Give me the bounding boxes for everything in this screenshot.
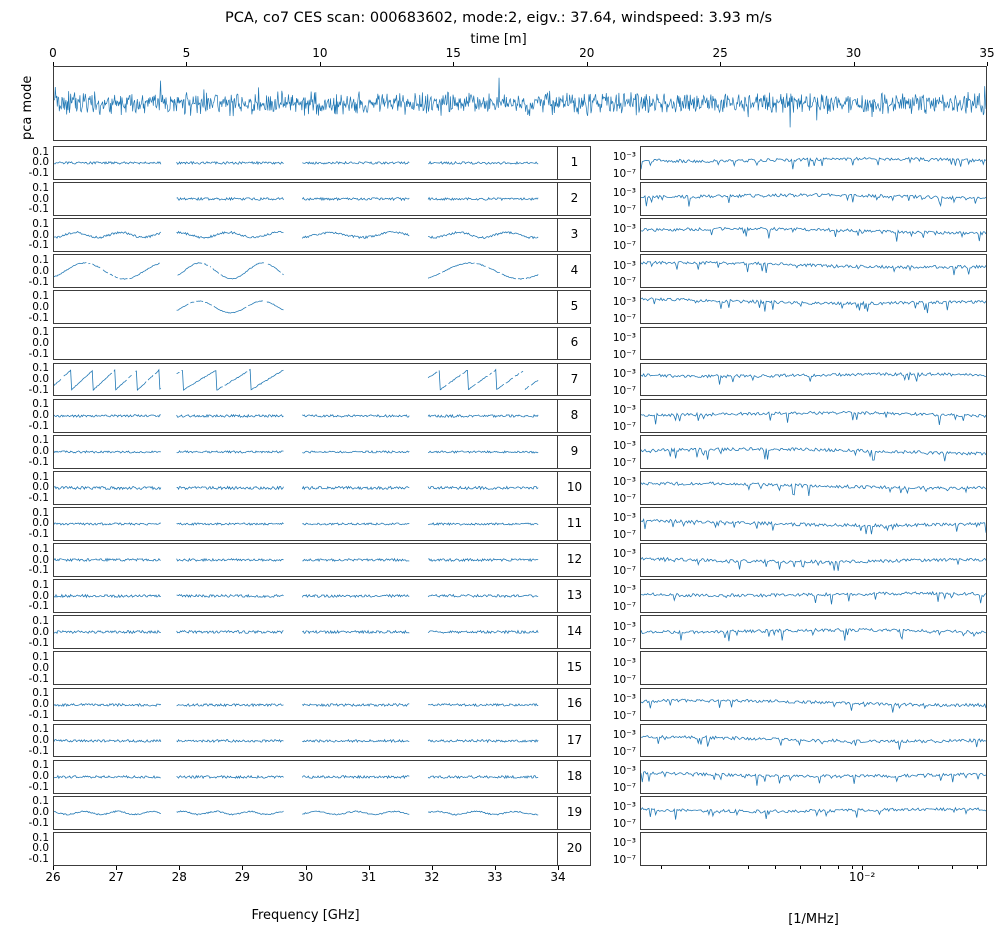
power-spectrum-panel-mode-14 (640, 615, 987, 649)
right-ytick: 10⁻⁷ (612, 204, 636, 217)
left-ytick: 0.1 (32, 831, 49, 844)
mode-number-label: 19 (566, 804, 583, 819)
top-xtick: 0 (49, 46, 57, 60)
left-ytick: 0.1 (32, 434, 49, 447)
left-ytick: 0.0 (32, 373, 49, 386)
left-ytick: 0.1 (32, 687, 49, 700)
left-ytick: -0.1 (28, 167, 49, 180)
left-ytick: -0.1 (28, 780, 49, 793)
power-spectrum-panel-mode-8 (640, 399, 987, 433)
right-ytick: 10⁻⁷ (612, 348, 636, 361)
mode-number-label: 13 (566, 588, 583, 603)
right-ytick: 10⁻⁷ (612, 637, 636, 650)
power-spectrum-panel-mode-16 (640, 688, 987, 722)
right-ytick: 10⁻⁷ (612, 817, 636, 830)
mode-number-label: 12 (566, 552, 583, 567)
left-ytick: -0.1 (28, 347, 49, 360)
left-ytick: -0.1 (28, 239, 49, 252)
right-ytick: 10⁻⁷ (612, 312, 636, 325)
right-ytick: 10⁻⁷ (612, 709, 636, 722)
right-ytick: 10⁻³ (612, 403, 636, 416)
mode-number-label: 9 (570, 443, 579, 458)
left-ytick: 0.1 (32, 795, 49, 808)
mode-number-label: 11 (566, 515, 583, 530)
left-ytick: 0.1 (32, 759, 49, 772)
right-ytick: 10⁻³ (612, 259, 636, 272)
frequency-panel-mode-20 (53, 832, 558, 866)
left-xtick: 33 (487, 870, 503, 884)
right-ytick: 10⁻⁷ (612, 781, 636, 794)
power-spectrum-panel-mode-7 (640, 363, 987, 397)
mode-number-label: 1 (570, 154, 579, 169)
left-xtick: 34 (550, 870, 566, 884)
right-ytick: 10⁻⁷ (612, 565, 636, 578)
frequency-panel-mode-9 (53, 435, 558, 469)
frequency-panel-mode-2 (53, 182, 558, 216)
right-ytick: 10⁻³ (612, 223, 636, 236)
power-spectrum-panel-mode-10 (640, 471, 987, 505)
right-ytick: 10⁻⁷ (612, 384, 636, 397)
right-ytick: 10⁻³ (612, 584, 636, 597)
right-panel-xlabel: [1/MHz] (788, 912, 839, 927)
left-xtick: 26 (45, 870, 61, 884)
mode-number-label: 15 (566, 660, 583, 675)
left-ytick: 0.0 (32, 409, 49, 422)
mode-number-label: 6 (570, 335, 579, 350)
right-ytick: 10⁻⁷ (612, 168, 636, 181)
left-ytick: 0.1 (32, 181, 49, 194)
frequency-panel-mode-13 (53, 579, 558, 613)
left-ytick: 0.1 (32, 326, 49, 339)
top-xtick: 5 (182, 46, 191, 60)
top-panel-xlabel: time [m] (470, 32, 527, 47)
left-ytick: 0.1 (32, 217, 49, 230)
frequency-panel-mode-17 (53, 724, 558, 758)
mode-number-label: 14 (566, 624, 583, 639)
mode-number-label: 5 (570, 299, 579, 314)
mode-number-label: 3 (570, 227, 579, 242)
top-xtick: 30 (845, 46, 862, 60)
frequency-panel-mode-4 (53, 254, 558, 288)
left-ytick: -0.1 (28, 528, 49, 541)
left-ytick: 0.0 (32, 156, 49, 169)
frequency-panel-mode-12 (53, 543, 558, 577)
right-ytick: 10⁻³ (612, 764, 636, 777)
left-ytick: 0.0 (32, 589, 49, 602)
top-panel-ylabel: pca mode (20, 75, 35, 140)
left-ytick: 0.1 (32, 651, 49, 663)
top-xtick: 10 (312, 46, 328, 60)
power-spectrum-panel-mode-4 (640, 254, 987, 288)
mode-number-label: 20 (566, 840, 583, 855)
right-ytick: 10⁻³ (612, 151, 636, 164)
left-ytick: 0.0 (32, 192, 49, 205)
left-ytick: -0.1 (28, 744, 49, 757)
frequency-panel-mode-1 (53, 146, 558, 180)
left-ytick: 0.1 (32, 542, 49, 555)
power-spectrum-panel-mode-20 (640, 832, 987, 866)
top-xtick: 20 (579, 46, 595, 60)
right-ytick: 10⁻³ (612, 801, 636, 813)
power-spectrum-panel-mode-13 (640, 579, 987, 613)
frequency-panel-mode-18 (53, 760, 558, 794)
power-spectrum-panel-mode-1 (640, 146, 987, 180)
right-ytick: 10⁻³ (612, 367, 636, 380)
power-spectrum-panel-mode-11 (640, 507, 987, 541)
left-ytick: 0.1 (32, 614, 49, 627)
left-ytick: -0.1 (28, 419, 49, 432)
top-xtick: 25 (712, 46, 728, 60)
mode-number-label: 8 (570, 407, 579, 422)
frequency-panel-mode-11 (53, 507, 558, 541)
left-ytick: 0.1 (32, 398, 49, 411)
left-ytick: -0.1 (28, 636, 49, 649)
top-xtick: 35 (979, 46, 995, 60)
mode-number-label: 2 (570, 191, 579, 206)
power-spectrum-panel-mode-17 (640, 724, 987, 758)
left-ytick: 0.0 (32, 770, 49, 783)
left-xtick: 32 (424, 870, 440, 884)
right-ytick: 10⁻⁷ (612, 673, 636, 686)
left-ytick: 0.1 (32, 723, 49, 736)
left-ytick: 0.1 (32, 362, 49, 375)
left-ytick: 0.0 (32, 734, 49, 747)
frequency-panel-mode-10 (53, 471, 558, 505)
frequency-panel-mode-6 (53, 327, 558, 361)
left-ytick: 0.1 (32, 145, 49, 158)
power-spectrum-panel-mode-12 (640, 543, 987, 577)
power-spectrum-panel-mode-15 (640, 651, 987, 685)
left-ytick: -0.1 (28, 600, 49, 613)
right-ytick: 10⁻³ (612, 440, 636, 452)
left-ytick: -0.1 (28, 817, 49, 830)
right-ytick: 10⁻³ (612, 295, 636, 308)
frequency-panel-mode-7 (53, 363, 558, 397)
left-ytick: -0.1 (28, 708, 49, 721)
mode-number-label: 4 (570, 263, 579, 278)
right-ytick: 10⁻³ (612, 837, 636, 850)
left-ytick: -0.1 (28, 564, 49, 577)
right-ytick: 10⁻⁷ (612, 456, 636, 469)
right-ytick: 10⁻⁷ (612, 601, 636, 614)
right-ytick: 10⁻⁷ (612, 240, 636, 253)
right-xtick: 10⁻² (848, 870, 876, 884)
frequency-panel-mode-14 (53, 615, 558, 649)
left-ytick: -0.1 (28, 203, 49, 216)
left-xtick: 30 (297, 870, 314, 884)
right-ytick: 10⁻³ (612, 656, 636, 669)
left-panel-xlabel: Frequency [GHz] (251, 908, 360, 923)
figure-title: PCA, co7 CES scan: 000683602, mode:2, eigv.: 37.64, windspeed: 3.93 m/s (224, 10, 773, 26)
left-ytick: 0.0 (32, 481, 49, 494)
frequency-panel-mode-3 (53, 218, 558, 252)
right-ytick: 10⁻³ (612, 692, 636, 705)
frequency-panel-mode-15 (53, 651, 558, 685)
power-spectrum-panel-mode-18 (640, 760, 987, 794)
left-ytick: 0.0 (32, 625, 49, 638)
right-ytick: 10⁻⁷ (612, 276, 636, 289)
frequency-panel-mode-5 (53, 290, 558, 324)
left-ytick: 0.1 (32, 506, 49, 519)
left-xtick: 29 (234, 870, 251, 884)
mode-number-label: 16 (566, 696, 583, 711)
right-ytick: 10⁻³ (612, 187, 636, 200)
left-ytick: -0.1 (28, 853, 49, 866)
right-ytick: 10⁻³ (612, 476, 636, 489)
left-ytick: 0.0 (32, 228, 49, 241)
left-xtick: 27 (108, 870, 124, 884)
left-xtick: 28 (171, 870, 187, 884)
pca-mode-timestream-panel (53, 66, 987, 141)
left-ytick: 0.0 (32, 300, 49, 313)
left-ytick: 0.0 (32, 697, 49, 710)
left-ytick: -0.1 (28, 672, 49, 685)
left-ytick: -0.1 (28, 456, 49, 469)
power-spectrum-panel-mode-9 (640, 435, 987, 469)
mode-number-label: 17 (566, 732, 583, 747)
left-ytick: 0.0 (32, 517, 49, 530)
right-ytick: 10⁻⁷ (612, 854, 636, 867)
power-spectrum-panel-mode-3 (640, 218, 987, 252)
right-ytick: 10⁻³ (612, 548, 636, 561)
left-ytick: 0.1 (32, 578, 49, 591)
right-ytick: 10⁻³ (612, 331, 636, 344)
right-ytick: 10⁻³ (612, 728, 636, 741)
mode-number-label: 18 (566, 768, 583, 783)
right-ytick: 10⁻⁷ (612, 493, 636, 506)
left-ytick: 0.0 (32, 336, 49, 349)
right-ytick: 10⁻⁷ (612, 529, 636, 542)
left-ytick: -0.1 (28, 383, 49, 396)
frequency-panel-mode-8 (53, 399, 558, 433)
left-xtick: 31 (360, 870, 377, 884)
power-spectrum-panel-mode-19 (640, 796, 987, 830)
mode-number-label: 7 (570, 371, 579, 386)
left-ytick: 0.1 (32, 253, 49, 266)
right-ytick: 10⁻³ (612, 512, 636, 525)
right-ytick: 10⁻⁷ (612, 745, 636, 758)
left-ytick: -0.1 (28, 492, 49, 505)
power-spectrum-panel-mode-6 (640, 327, 987, 361)
left-ytick: 0.0 (32, 264, 49, 277)
top-xtick: 15 (445, 46, 461, 60)
power-spectrum-panel-mode-5 (640, 290, 987, 324)
frequency-panel-mode-19 (53, 796, 558, 830)
right-ytick: 10⁻⁷ (612, 420, 636, 433)
left-ytick: -0.1 (28, 311, 49, 324)
left-ytick: 0.0 (32, 842, 49, 855)
mode-number-label: 10 (566, 479, 583, 494)
left-ytick: 0.0 (32, 806, 49, 819)
frequency-panel-mode-16 (53, 688, 558, 722)
left-ytick: 0.1 (32, 470, 49, 483)
power-spectrum-panel-mode-2 (640, 182, 987, 216)
left-ytick: 0.1 (32, 290, 49, 302)
right-ytick: 10⁻³ (612, 620, 636, 633)
left-ytick: 0.0 (32, 553, 49, 566)
left-ytick: 0.0 (32, 661, 49, 674)
left-ytick: -0.1 (28, 275, 49, 288)
left-ytick: 0.0 (32, 445, 49, 458)
